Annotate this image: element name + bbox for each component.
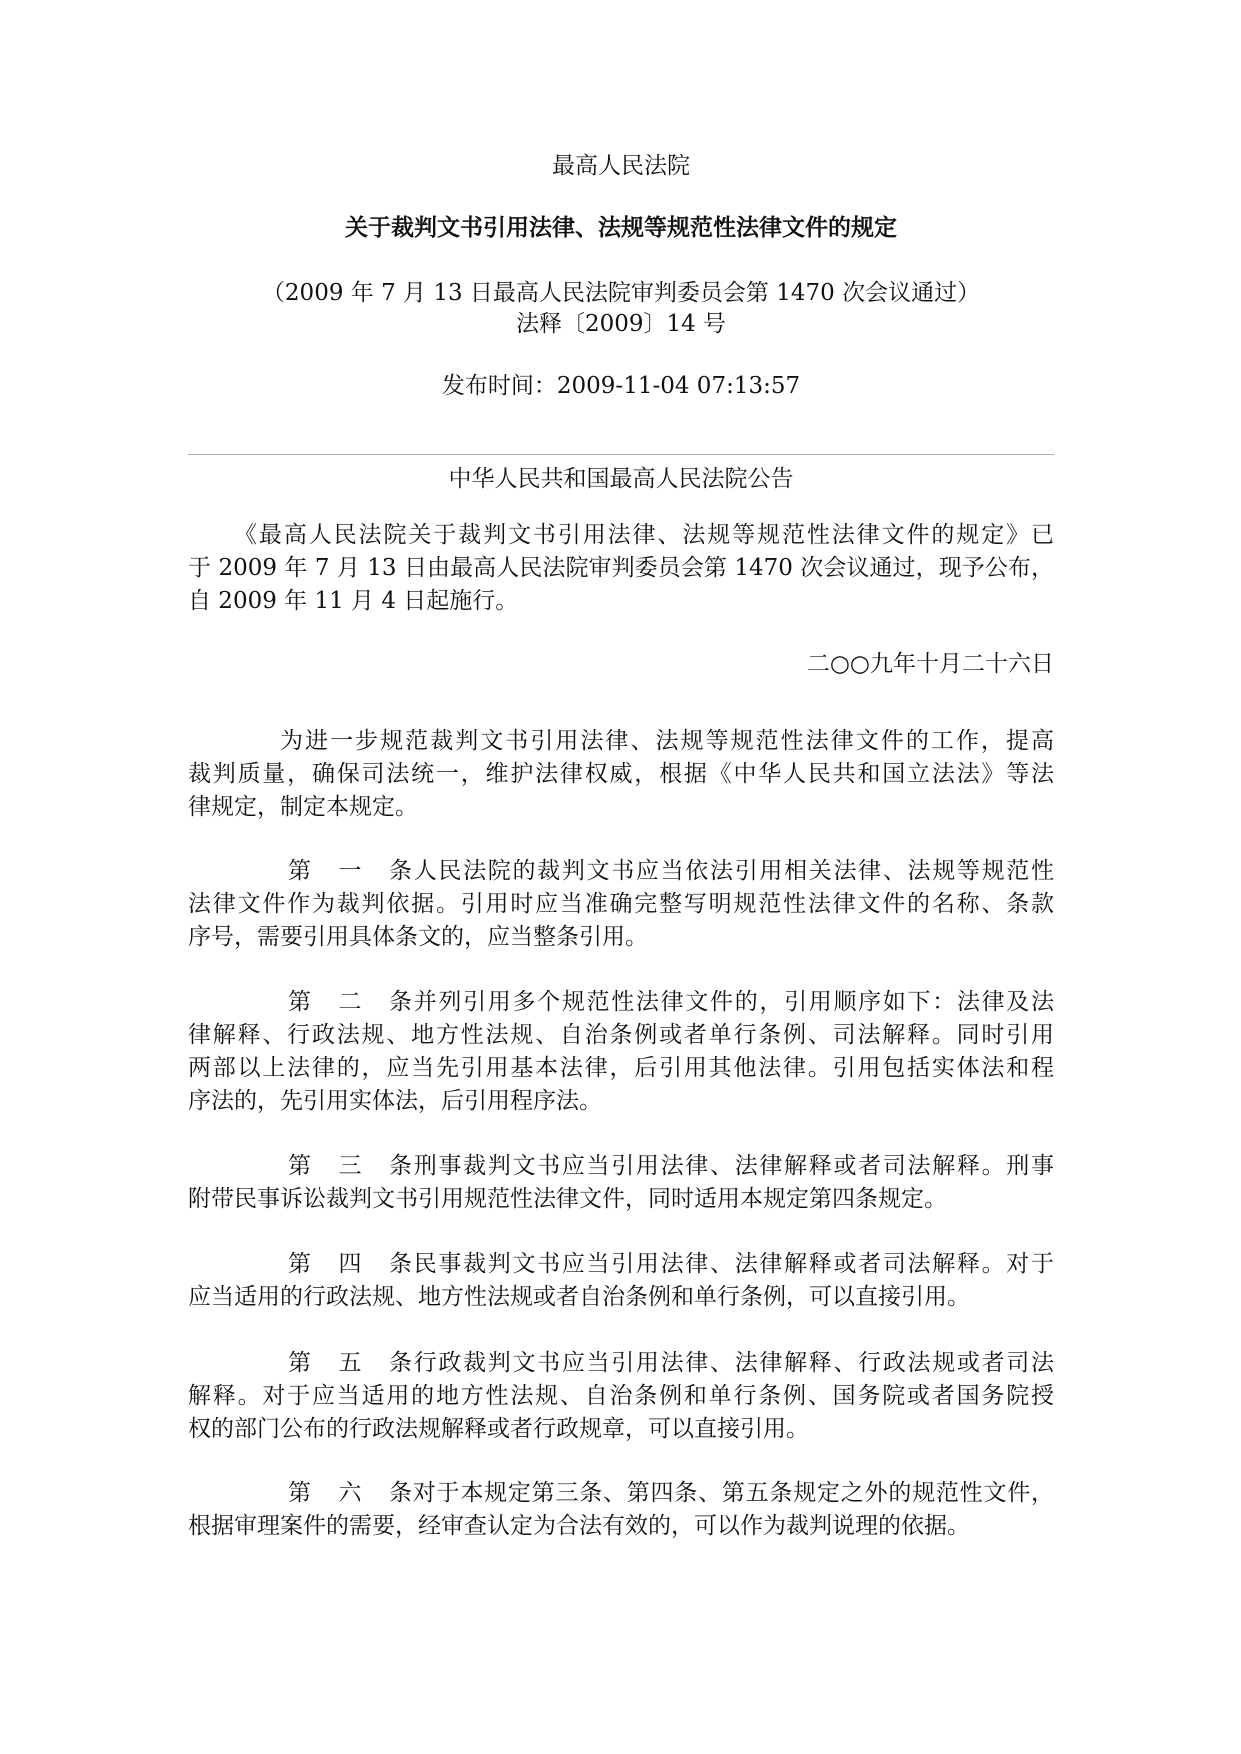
article-line: 人民法院的裁判文书应当依法引用相关法律、法规等规范性 — [412, 858, 1054, 884]
horizontal-divider — [188, 454, 1054, 455]
article-1 — [188, 855, 1054, 954]
article-2 — [188, 986, 1054, 1118]
notice-line: 《最高人民法院关于裁判文书引用法律、法规等规范性法律文件的规定》已 — [234, 522, 1054, 548]
notice-line: 于 2009 年 7 月 13 日由最高人民法院审判委员会第 1470 次会议通过，现予公布， — [188, 555, 1054, 581]
publish-time: 发布时间：2009-11-04 07:13:57 — [441, 373, 801, 399]
article-line: 法律文件作为裁判依据。引用时应当准确完整写明规范性法律文件的名称、条款 — [188, 891, 1054, 917]
article-line: 对于本规定第三条、第四条、第五条规定之外的规范性文件， — [412, 1480, 1054, 1506]
meeting-note: （2009 年 7 月 13 日最高人民法院审判委员会第 1470 次会议通过） — [261, 280, 981, 306]
notice-title: 中华人民共和国最高人民法院公告 — [448, 466, 794, 492]
document-title: 关于裁判文书引用法律、法规等规范性法律文件的规定 — [345, 214, 897, 241]
article-line: 行政裁判文书应当引用法律、法律解释、行政法规或者司法 — [412, 1350, 1054, 1376]
article-first-line — [188, 1248, 1054, 1281]
article-line: 并列引用多个规范性法律文件的，引用顺序如下：法律及法 — [412, 989, 1054, 1015]
article-line: 序号，需要引用具体条文的，应当整条引用。 — [188, 924, 648, 950]
article-line: 根据审理案件的需要，经审查认定为合法有效的，可以作为裁判说理的依据。 — [188, 1513, 970, 1539]
article-first-line — [188, 855, 1054, 888]
article-label: 第三条 — [288, 1153, 412, 1179]
preamble-paragraph — [188, 725, 1054, 824]
notice-date: 二○○九年十月二十六日 — [806, 651, 1054, 677]
article-6 — [188, 1477, 1054, 1543]
article-label: 第六条 — [288, 1480, 412, 1506]
article-line: 序法的，先引用实体法，后引用程序法。 — [188, 1088, 602, 1114]
article-5 — [188, 1347, 1054, 1446]
document-number: 法释〔2009〕14 号 — [515, 311, 727, 337]
article-label: 第一条 — [288, 858, 412, 884]
notice-paragraph — [188, 519, 1054, 618]
article-first-line — [188, 1150, 1054, 1183]
preamble-line: 裁判质量，确保司法统一，维护法律权威，根据《中华人民共和国立法法》等法 — [188, 761, 1054, 787]
article-line: 附带民事诉讼裁判文书引用规范性法律文件，同时适用本规定第四条规定。 — [188, 1186, 947, 1212]
preamble-line: 律规定，制定本规定。 — [188, 794, 418, 820]
article-line: 权的部门公布的行政法规解释或者行政规章，可以直接引用。 — [188, 1416, 809, 1442]
article-label: 第五条 — [288, 1350, 412, 1376]
article-3 — [188, 1150, 1054, 1216]
article-label: 第二条 — [288, 989, 412, 1015]
article-line: 民事裁判文书应当引用法律、法律解释或者司法解释。对于 — [412, 1251, 1054, 1277]
article-4 — [188, 1248, 1054, 1314]
notice-line: 自 2009 年 11 月 4 日起施行。 — [188, 588, 519, 614]
article-line: 解释。对于应当适用的地方性法规、自治条例和单行条例、国务院或者国务院授 — [188, 1383, 1054, 1409]
article-line: 律解释、行政法规、地方性法规、自治条例或者单行条例、司法解释。同时引用 — [188, 1022, 1054, 1048]
article-first-line — [188, 986, 1054, 1019]
article-label: 第四条 — [288, 1251, 412, 1277]
court-name: 最高人民法院 — [552, 153, 690, 179]
article-line: 应当适用的行政法规、地方性法规或者自治条例和单行条例，可以直接引用。 — [188, 1284, 970, 1310]
article-first-line — [188, 1477, 1054, 1510]
article-first-line — [188, 1347, 1054, 1380]
article-line: 两部以上法律的，应当先引用基本法律，后引用其他法律。引用包括实体法和程 — [188, 1055, 1054, 1081]
preamble-line: 为进一步规范裁判文书引用法律、法规等规范性法律文件的工作，提高 — [280, 728, 1054, 754]
article-line: 刑事裁判文书应当引用法律、法律解释或者司法解释。刑事 — [412, 1153, 1054, 1179]
